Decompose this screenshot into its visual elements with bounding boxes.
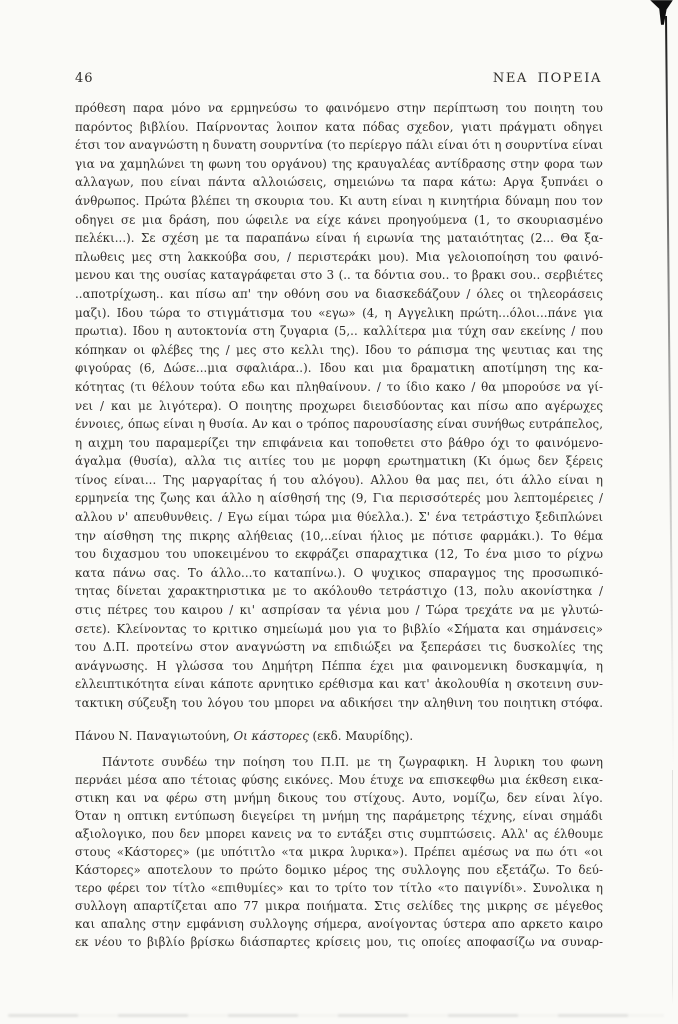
text-line: Πάντοτε συνδέω την ποίηση του Π.Π. με τη ζωγραφικη. Η λυρικη του φωνη <box>102 755 603 769</box>
text-line: άνθρωπος. Πρώτα βλέπει τη σκουρια του. Κι αυτη είναι η κινητήρια δύναμη που τον <box>75 193 603 208</box>
text-line: τητας δίνεται χαρακτηριστικα με το ακόλουθο τετράστιχο (13, πολυ ακονίστηκα / <box>75 584 603 599</box>
text-line: μενου και της ουσίας καταγράφεται στο 3 (.. τα δόντια σου.. το βρακι σου.. σερβιέτες <box>75 268 603 283</box>
text-line: νει / και με λιγότερα). Ο ποιητης προχωρει διεισδύοντας και πίσω απο αγέρωχες <box>75 398 603 413</box>
text-line: τακτικη σύζευξη του λόγου του μπορει να αδικήσει την αληθινη του ποιητικη στόφα. <box>75 696 603 710</box>
text-line: αλλου ν' απευθυνθεις. / Εγω είμαι τώρα μια θύελλα.). Σ' ένα τετράστιχο ξεδιπλώνει <box>75 510 603 525</box>
text-line: η αιχμη του παραμερίζει την επιφάνεια και τοποθετει στο βάθρο όχι το φαινόμενο- <box>75 435 603 450</box>
text-line: περνάει μέσα απο τέτοιας φύσης εικόνες. Μου έτυχε να επισκεφθω μια έκθεση εικα- <box>75 773 603 787</box>
scan-artifact-right-edge-faint <box>672 770 673 1005</box>
text-line: Όταν η οπτικη εντύπωση διεγείρει τη μνήμη της παράμετρης τέχνης, είναι σημάδι <box>75 809 603 823</box>
text-line: στικη και να φέρω στη μνήμη δικους του στίχους. Αυτο, νομίζω, δεν είναι λίγο. <box>75 791 603 805</box>
text-line: σετε). Κλείνοντας το κριτικο σημείωμά μου για το βιβλίο «Σήματα και σημάνσεις» <box>75 621 603 636</box>
text-line: ερμηνεία της ζωης και άλλο η αίσθησή της (9, Για περισσότερές μου λεπτομέρειες / <box>75 491 603 506</box>
review-publisher: (εκδ. Μαυρίδης). <box>308 729 414 743</box>
text-line: την αίσθηση της πικρης αλήθειας (10,..είναι ήλιος με πότισε φαρμάκι.). Το θέμα <box>75 528 603 543</box>
text-line: για να χαμηλώνει τη φωνη του οργάνου) της κραυγαλέας αντίδρασης στην φορα των <box>75 156 603 171</box>
review-continuation-paragraph <box>75 99 603 713</box>
text-line: μαζι). Ιδου τώρα το στιγμάτισμα του «εγω» (4, η Αγγελικη πρώτη...όλοι...πάνε για <box>75 305 603 320</box>
book-title: Οι κάστορες <box>233 729 309 743</box>
text-line: στους «Κάστορες» (με υπότιτλο «τα μικρα λυρικα»). Πρέπει αμέσως να πω ότι «οι <box>75 845 603 859</box>
text-line: αλλαγων, που είναι πάντα αλλοιώσεις, σημειώνω τα παρα κάτω: Αργα ξυπνάει ο <box>75 175 603 190</box>
text-line: φιγούρας (6, Δώσε...μια σφαλιάρα..). Ιδου και μια δραματικη αποτίμηση της κα- <box>75 361 603 376</box>
text-line: Κάστορες» αποτελουν το πρώτο δομικο μέρος της συλλογης που εξετάζω. Το δεύ- <box>75 863 603 877</box>
text-line: τερο φέρει τον τίτλο «επιθυμίες» και το τρίτο τον τίτλο «το παιγνίδι». Συνολικα η <box>75 881 603 895</box>
text-line: αξιολογικο, που δεν μπορει κανεις να το εντάξει στις συμπτώσεις. Αλλ' ας έλθουμε <box>75 827 603 841</box>
running-head <box>75 71 602 86</box>
text-line: πελέκι...). Σε σχέση με τα παραπάνω είναι ή ειρωνία της ματαιότητας (2... Θα ξα- <box>75 231 603 246</box>
text-line: τίνος είναι... Της μαργαρίτας ή του αλόγου). Αλλου θα μας πει, ότι άλλο είναι η <box>75 472 603 487</box>
text-line: οδηγει σε μια δράση, που ώφειλε να είχε κάνει προηγούμενα (1, το σκουριασμένο <box>75 212 603 227</box>
text-line: πλωθεις μες στη λακκούβα σου, / περιστεράκι μου). Μια γελοιοποίηση του φαινό- <box>75 249 603 264</box>
text-line: ..αποτρίχωση.. και πίσω απ' την οθόνη σου να διασκεδάζουν / όλες οι τηλεοράσεις <box>75 286 603 301</box>
second-review-paragraph <box>75 753 603 951</box>
text-line: συλλογη απαρτίζεται απο 77 μικρα ποιήματα. Στις σελίδες της μικρης σε μέγεθος <box>75 899 603 913</box>
scan-artifact-corner-wedge <box>650 0 673 25</box>
journal-title: ΝΕΑ ΠΟΡΕΙΑ <box>492 71 602 86</box>
text-line: του διχασμου του υποκειμένου το εκφράζει σπαραχτικα (12, Το ένα μισο το ρίχνω <box>75 547 603 562</box>
text-line: του Δ.Π. προτείνω στον αναγνώστη να επιδιώξει να ξεπεράσει τις δυσκολίες της <box>75 640 603 655</box>
text-line: έτσι τον αναγνώστη η δυνατη σουρντίνα (το περίεργο πάλι είναι ότι η σουρντίνα είναι <box>75 138 603 153</box>
text-line: κότητας (τι θέλουν τούτα εδω και πληθαίνουν. / το ίδιο κακο / θα μπορούσε να γί- <box>75 379 603 394</box>
second-review-heading <box>75 727 603 746</box>
scan-artifact-bottom-shadow <box>8 1014 664 1017</box>
text-line: ανάγνωσης. Η γλώσσα του Δημήτρη Πέππα έχει μια φαινομενικη δυσκαμψία, η <box>75 658 603 673</box>
text-line: κατα πάνω σας. Το άλλο...το καταπίνω.). Ο ψυχικος σπαραγμος της προσωπικό- <box>75 565 603 580</box>
text-line: άγαλμα (θυσία), αλλα τις αιτίες του με μορφη ερωτηματικη (Κι όμως δεν ξέρεις <box>75 454 603 469</box>
text-line: εκ νέου το βιβλίο βρίσκω διάσπαρτες κρίσεις μου, τις οποίες αποφασίζω να συναρ- <box>75 935 603 949</box>
review-author: Πάνου Ν. Παναγιωτούνη, <box>75 729 234 743</box>
text-line: ελλειπτικότητα είναι κάποτε αρνητικο ερέθισμα και κατ' ἀκολουθία η σκοτεινη συν- <box>75 677 603 692</box>
page-number: 46 <box>75 71 94 86</box>
text-line: έννοιες, όπως είναι η θυσία. Αν και ο τρόπος παρουσίασης είναι συνήθως ευτράπελος, <box>75 417 603 432</box>
text-line: πρωτια). Ιδου η αυτοκτονία στη ζυγαρια (5,.. καλλίτερα μια τύχη σαν εκείνης / που <box>75 324 603 339</box>
text-line: στις πέτρες του καιρου / κι' ασπρίσαν τα γένια μου / Τώρα τρεχάτε να με γλυτώ- <box>75 603 603 618</box>
scan-artifact-right-edge-line <box>665 16 674 768</box>
text-line: κόπηκαν οι φλέβες της / μες στο κελλι της). Ιδου το ράπισμα της ψευτιας και της <box>75 342 603 357</box>
text-line: παρόντος βιβλίου. Παίρνοντας λοιπον κατα πόδας σχεδον, γιατι πράγματι οδηγει <box>75 119 603 134</box>
text-line: πρόθεση παρα μόνο να ερμηνεύσω το φαινόμενο στην περίπτωση του ποιητη του <box>75 101 603 115</box>
text-line: και απαλης στην εμφάνιση συλλογης σήμερα, ανοίγοντας ύστερα απο αρκετο καιρο <box>75 917 603 931</box>
